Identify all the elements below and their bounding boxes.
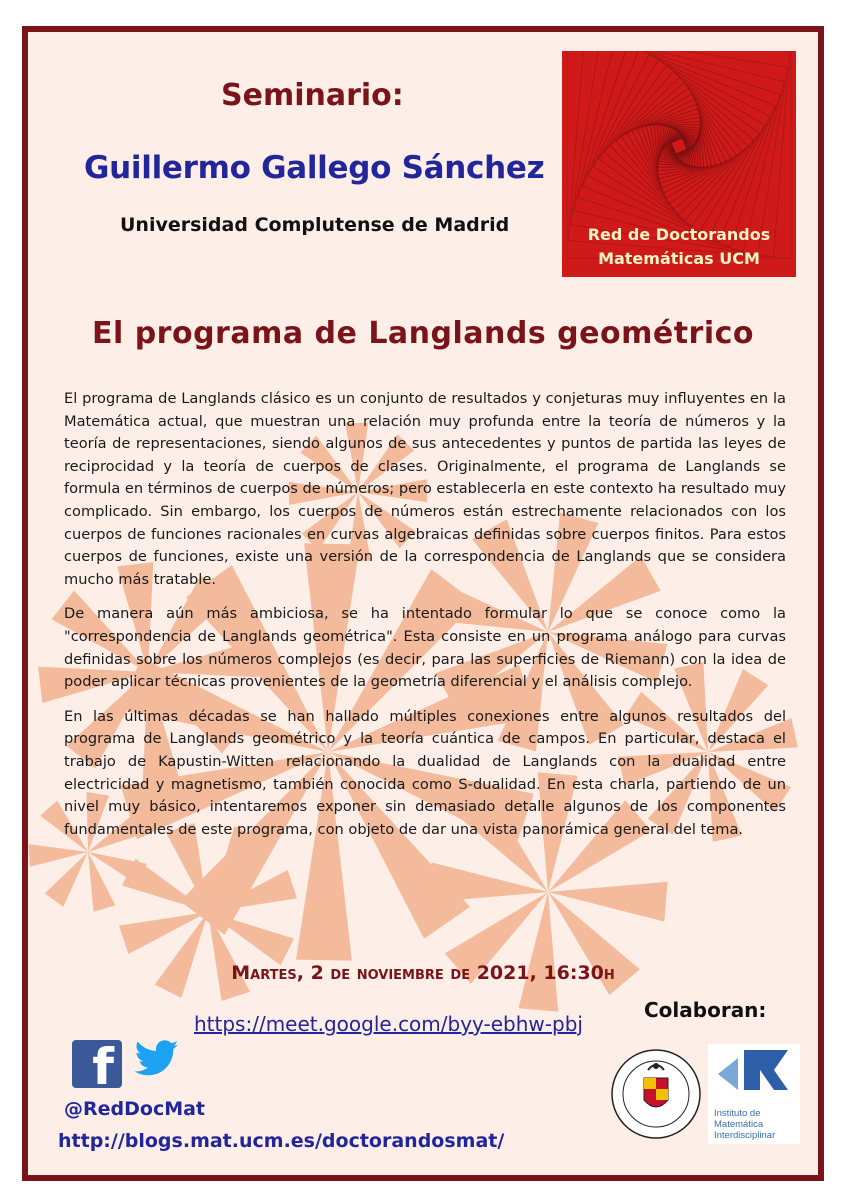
spiral-square (593, 60, 765, 232)
speaker-affiliation: Universidad Complutense de Madrid (120, 214, 510, 236)
blog-url[interactable]: http://blogs.mat.ucm.es/doctorandosmat/ (58, 1130, 505, 1152)
spiral-square (650, 117, 707, 174)
imi-line-1: Instituto de (714, 1108, 761, 1119)
event-datetime: Martes, 2 de noviembre de 2021, 16:30h (231, 962, 615, 984)
event-type-heading: Seminario: (221, 78, 404, 113)
imi-line-3: Interdisciplinar (714, 1130, 776, 1141)
spiral-square (627, 94, 731, 198)
spiral-square (622, 89, 737, 204)
meeting-link[interactable]: https://meet.google.com/byy-ebhw-pbj (194, 1012, 583, 1036)
collaborators-label: Colaboran: (644, 998, 767, 1022)
facebook-icon[interactable]: f (72, 1040, 122, 1088)
speaker-name: Guillermo Gallego Sánchez (84, 150, 545, 186)
imi-mark-icon (708, 1044, 800, 1104)
abstract-paragraph-2: De manera aún más ambiciosa, se ha intentado formular lo que se conoce como la "correspondencia de Langlands geométrica". Esta consiste en un programa análogo para curvas definidas sobre los números complejos (es decir, para las superficies de Riemann) con la idea de poder aplicar técnicas provenientes de la geometría diferencial y el análisis complejo. (64, 605, 786, 691)
spiral-square (604, 71, 753, 220)
imi-logo-icon (708, 1044, 800, 1144)
logo-line-1: Red de Doctorandos (587, 225, 771, 244)
talk-title: El programa de Langlands geométrico (91, 316, 755, 351)
spiral-square (632, 99, 726, 193)
red-doctorandos-logo (562, 51, 796, 277)
twitter-icon[interactable] (132, 1036, 182, 1080)
poster-frame (22, 26, 824, 1181)
spiral-square (610, 77, 748, 215)
talk-abstract (64, 388, 786, 853)
abstract-paragraph-3: En las últimas décadas se han hallado múltiples conexiones entre algunos resultados del programa de Langlands geométrico y la teoría cuántica de campos. En particular, destaca el trabajo de Kapustin-Witten relacionando la dualidad de Langlands con la dualidad entre electricidad y magnetismo, también conocida como S-dualidad. En esta charla, partiendo de un nivel muy básico, intentaremos exponer sin demasiado detalle algunos de los componentes fundamentales de este programa, con objeto de dar una vista panorámica general del tema. (64, 707, 786, 838)
abstract-paragraph-1: El programa de Langlands clásico es un conjunto de resultados y conjeturas muy influyentes en la Matemática actual, que muestran una relación muy profunda entre la teoría de números y la teoría de representaciones, siendo algunos de sus antecedentes y puntos de partida las leyes de reciprocidad y la teoría de cuerpos de clases. Originalmente, el programa de Langlands se formula en términos de cuerpos de números; pero establecerla en este contexto ha resultado muy complicado. Sin embargo, los cuerpos de números están estrechamente relacionados con los cuerpos de funciones racionales en curvas algebraicas definidas sobre cuerpos finitos. Para estos cuerpos de funciones, existe una versión de la correspondencia de Langlands que se considera mucho más tratable. (64, 390, 786, 588)
ucm-seal-icon (610, 1048, 702, 1140)
imi-line-2: Matemática (714, 1119, 764, 1130)
social-handle[interactable]: @RedDocMat (64, 1098, 206, 1120)
logo-line-2: Matemáticas UCM (598, 249, 760, 268)
